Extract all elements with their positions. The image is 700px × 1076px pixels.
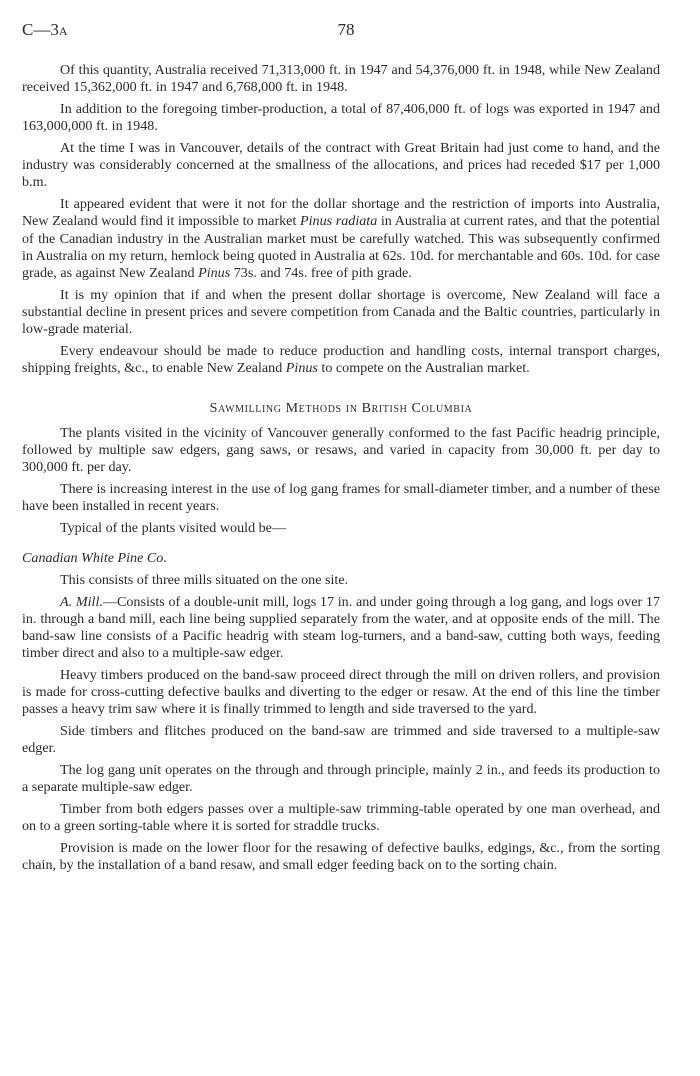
page-number: 78 bbox=[337, 20, 355, 39]
paragraph: The plants visited in the vicinity of Vancouver generally conformed to the fast Pacific headrig principle, followed by multiple saw edgers, gang saws, or resaws, and varied in capacity from 30,000 ft. per day to 300,000 ft. per day. bbox=[22, 425, 660, 476]
paragraph: Provision is made on the lower floor for the resawing of defective baulks, edgings, &c., from the sorting chain, by the installation of a band resaw, and small edger feeding back on to the sorting chain. bbox=[22, 840, 660, 874]
paragraph: At the time I was in Vancouver, details of the contract with Great Britain had just come to hand, and the industry was considerably concerned at the smallness of the allocations, and prices had receded $17 per 1,000 b.m. bbox=[22, 140, 660, 191]
text-run: 73s. and 74s. free of pith grade. bbox=[230, 264, 412, 281]
text-run: It appeared evident that were it not for the dollar shortage and the restriction of imports into Australia, New Zealand would find it impossible to market bbox=[22, 196, 660, 230]
paragraph: It is my opinion that if and when the present dollar shortage is overcome, New Zealand will face a substantial decline in present prices and severe competition from Canada and the Baltic countries, particularly in low-grade material. bbox=[22, 286, 660, 337]
paragraph: There is increasing interest in the use of log gang frames for small-diameter timber, and a number of these have been installed in recent years. bbox=[22, 481, 660, 515]
paragraph: Timber from both edgers passes over a multiple-saw trimming-table operated by one man overhead, and on to a green sorting-table where it is sorted for straddle trucks. bbox=[22, 801, 660, 835]
text-run: in Australia at current rates, and that the potential of the Canadian industry in the Australian market must be carefully watched. This was subsequently confirmed in Australia on my return, hemlock being quoted in Australia at 62s. 10d. for merchantable and 60s. 10d. for case grade, as against New Zealand bbox=[22, 213, 661, 281]
mill-label: A. Mill. bbox=[60, 593, 103, 610]
paragraph: This consists of three mills situated on the one site. bbox=[60, 571, 349, 588]
text-run: to compete on the Australian market. bbox=[317, 359, 530, 376]
paragraph: The log gang unit operates on the through and through principle, mainly 2 in., and feeds its production to a separate multiple-saw edger. bbox=[22, 762, 660, 796]
doc-ref-suffix: A bbox=[58, 24, 68, 38]
text-run: Every endeavour should be made to reduce production and handling costs, internal transport charges, shipping freights, &c., to enable New Zealand bbox=[22, 342, 660, 376]
subheading: Canadian White Pine Co. bbox=[22, 550, 167, 567]
paragraph: In addition to the foregoing timber-production, a total of 87,406,000 ft. of logs was exported in 1947 and 163,000,000 ft. in 1948. bbox=[22, 101, 660, 135]
paragraph: Heavy timbers produced on the band-saw proceed direct through the mill on driven rollers, and provision is made for cross-cutting defective baulks and diverting to the edger or resaw. At the end of this line the timber passes a heavy trim saw where it is finally trimmed to length and side traversed to the yard. bbox=[22, 666, 660, 718]
page-header bbox=[22, 20, 670, 44]
doc-ref-prefix: C bbox=[22, 20, 34, 39]
paragraph bbox=[22, 343, 660, 377]
doc-ref-dash: — bbox=[33, 20, 51, 39]
species-name: Pinus radiata bbox=[300, 213, 378, 230]
paragraph: Typical of the plants visited would be— bbox=[60, 520, 287, 537]
body-text bbox=[22, 62, 660, 879]
section-heading: Sawmilling Methods in British Columbia bbox=[209, 401, 473, 417]
paragraph bbox=[22, 594, 660, 662]
text-run: —Consists of a double-unit mill, logs 17 in. and under going through a log gang, and logs over 17 in. through a band mill, each line being supplied separately from the water, and at opposite ends of the mill. The band-saw line consists of a Pacific headrig with steam log-turners, and a band-saw, cutting both ways, feeding timber direct and also to a multiple-saw edger. bbox=[22, 593, 660, 661]
paragraph: Side timbers and flitches produced on the band-saw are trimmed and side traversed to a multiple-saw edger. bbox=[22, 723, 660, 757]
species-name: Pinus bbox=[198, 264, 231, 281]
paragraph: Of this quantity, Australia received 71,313,000 ft. in 1947 and 54,376,000 ft. in 1948, while New Zealand received 15,362,000 ft. in 1947 and 6,768,000 ft. in 1948. bbox=[22, 62, 660, 96]
paragraph bbox=[22, 196, 660, 281]
doc-ref-number: 3 bbox=[50, 20, 59, 39]
species-name: Pinus bbox=[285, 359, 318, 376]
